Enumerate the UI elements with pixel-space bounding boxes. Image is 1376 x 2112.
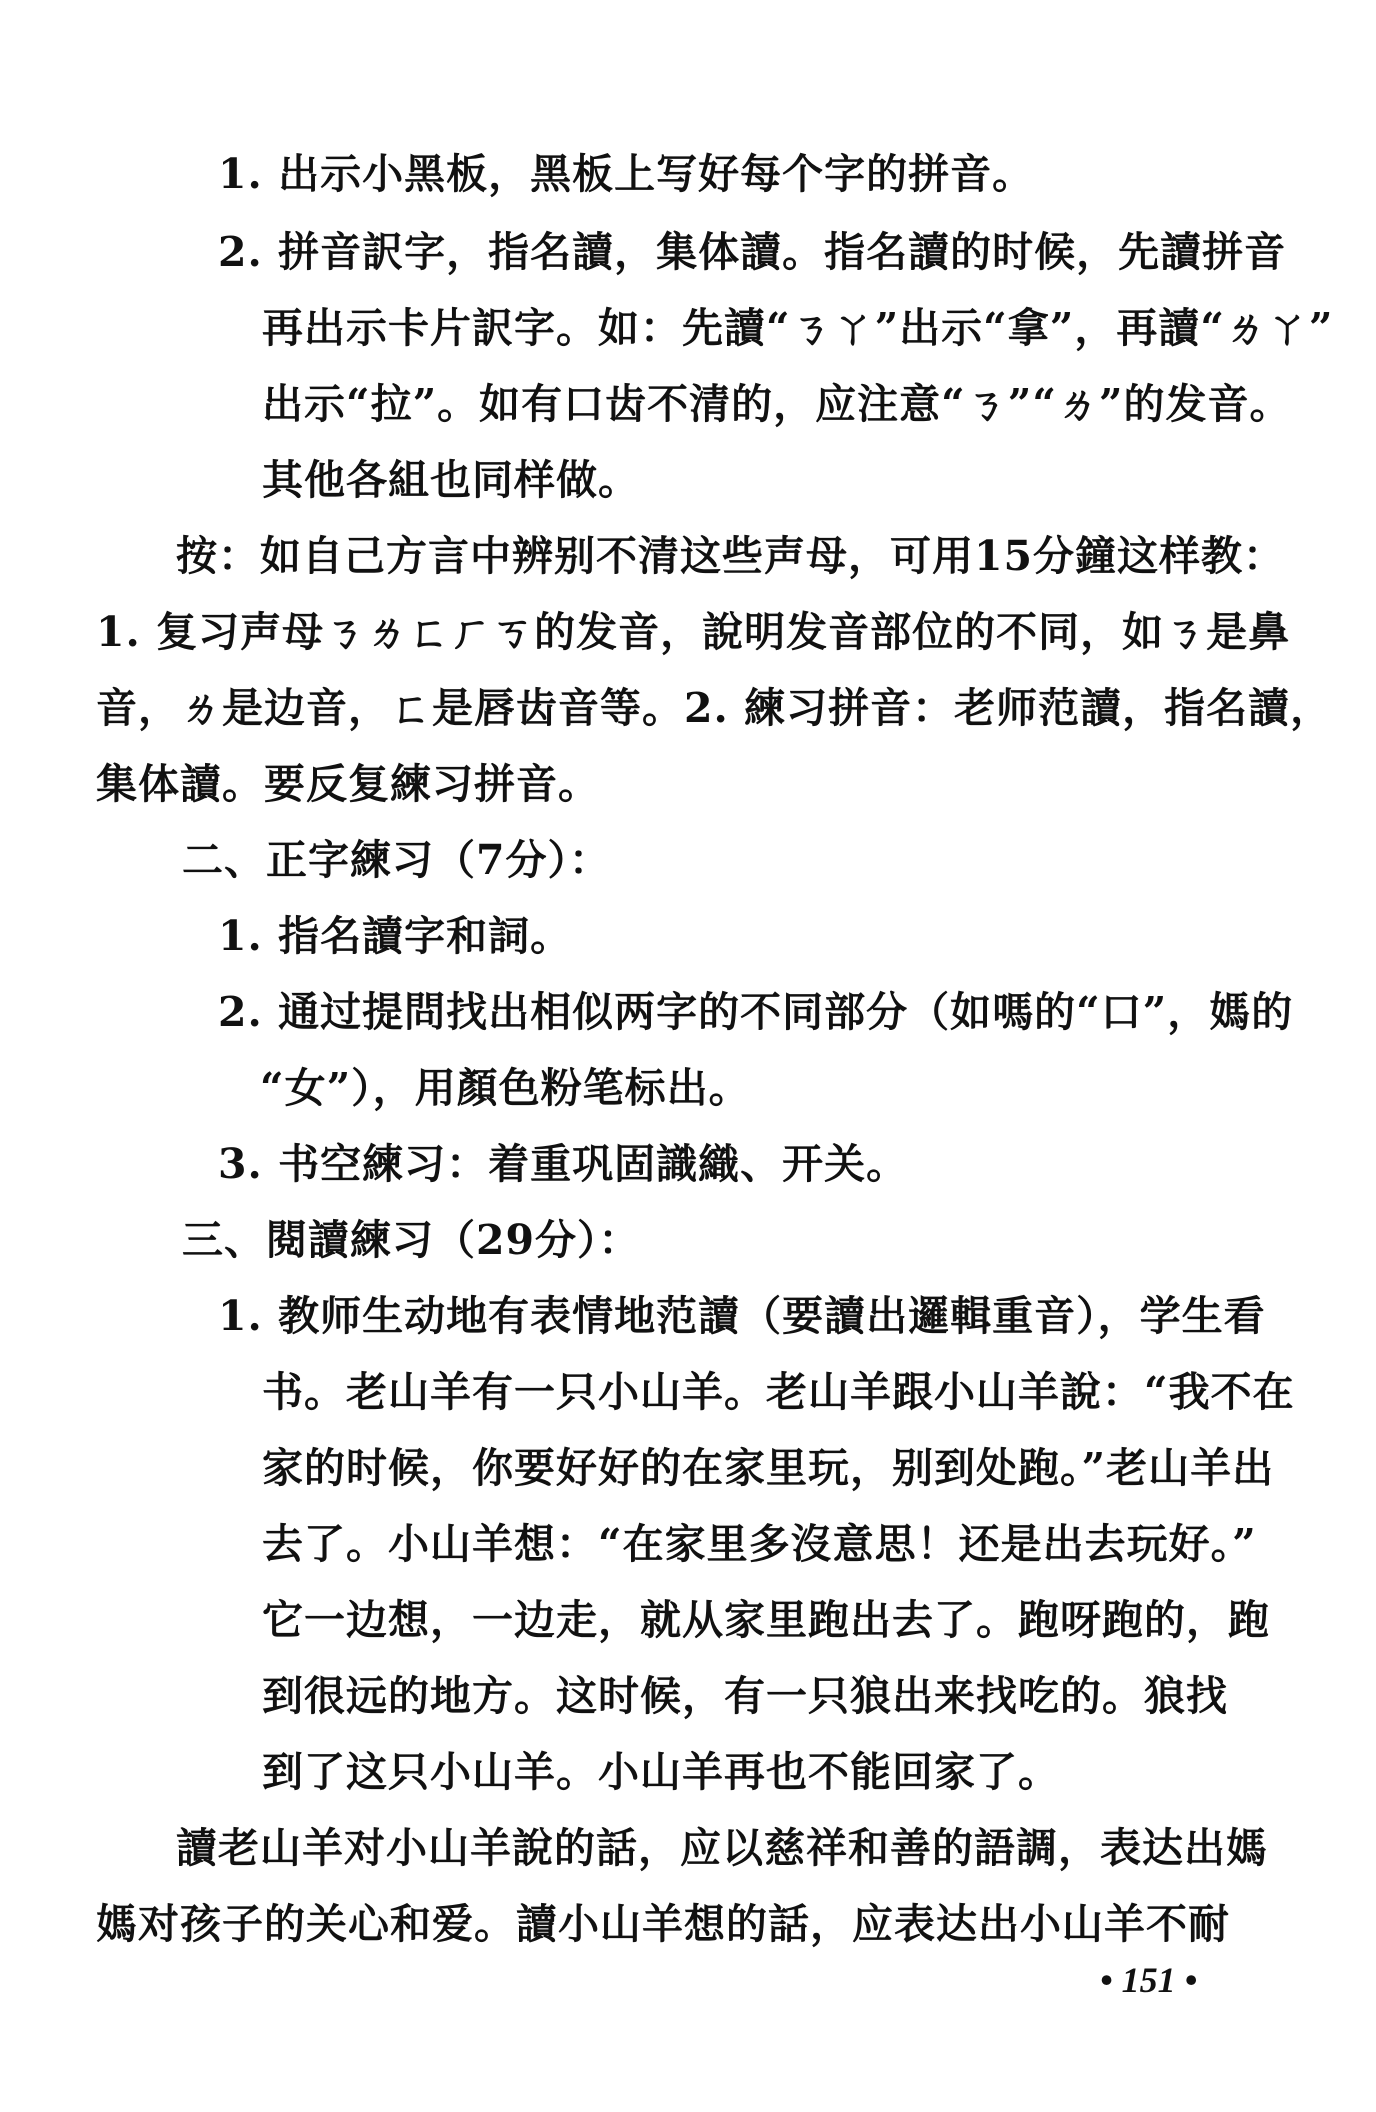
text-line: 2. 通过提問找出相似两字的不同部分（如嗎的“口”，媽的: [218, 988, 1294, 1036]
text-line: 2. 拼音訳字，指名讀，集体讀。指名讀的时候，先讀拼音: [218, 228, 1287, 276]
text-line: 再出示卡片訳字。如：先讀“ㄋㄚ”出示“拿”，再讀“ㄌㄚ”: [262, 304, 1334, 352]
section-heading: 三、閱讀練习（29分）：: [182, 1216, 641, 1264]
page-number: • 151 •: [1100, 1960, 1198, 2000]
text-line: 它一边想，一边走，就从家里跑出去了。跑呀跑的，跑: [262, 1596, 1270, 1644]
text-line: 1. 指名讀字和詞。: [218, 912, 573, 960]
text-line: 书。老山羊有一只小山羊。老山羊跟小山羊說：“我不在: [262, 1368, 1295, 1416]
text-line: 按：如自己方言中辨别不清这些声母，可用15分鐘这样教：: [176, 532, 1286, 580]
text-line: 其他各組也同样做。: [262, 456, 640, 504]
text-line: 去了。小山羊想：“在家里多沒意思！还是出去玩好。”: [262, 1520, 1257, 1568]
text-line: 集体讀。要反复練习拼音。: [96, 760, 600, 808]
text-line: 媽对孩子的关心和爱。讀小山羊想的話，应表达出小山羊不耐: [96, 1900, 1230, 1948]
text-line: 1. 复习声母ㄋㄌㄈㄏㄎ的发音，說明发音部位的不同，如ㄋ是鼻: [96, 608, 1291, 656]
text-line: 家的时候，你要好好的在家里玩，别到处跑。”老山羊出: [262, 1444, 1275, 1492]
text-line: 音，ㄌ是边音，ㄈ是唇齿音等。2. 練习拼音：老师范讀，指名讀，: [96, 684, 1333, 732]
text-line: “女”），用顏色粉笔标出。: [260, 1064, 751, 1112]
text-line: 讀老山羊对小山羊說的話，应以慈祥和善的語調，表达出媽: [176, 1824, 1268, 1872]
text-line: 到了这只小山羊。小山羊再也不能回家了。: [262, 1748, 1060, 1796]
text-line: 1. 教师生动地有表情地范讀（要讀出邏輯重音），学生看: [218, 1292, 1266, 1340]
section-heading: 二、正字練习（7分）：: [182, 836, 612, 884]
text-line: 3. 书空練习：着重巩固識織、开关。: [218, 1140, 909, 1188]
text-line: 到很远的地方。这时候，有一只狼出来找吃的。狼找: [262, 1672, 1228, 1720]
text-line: 1. 出示小黑板，黑板上写好每个字的拼音。: [218, 150, 1035, 198]
text-line: 出示“拉”。如有口齿不清的，应注意“ㄋ”“ㄌ”的发音。: [262, 380, 1292, 428]
